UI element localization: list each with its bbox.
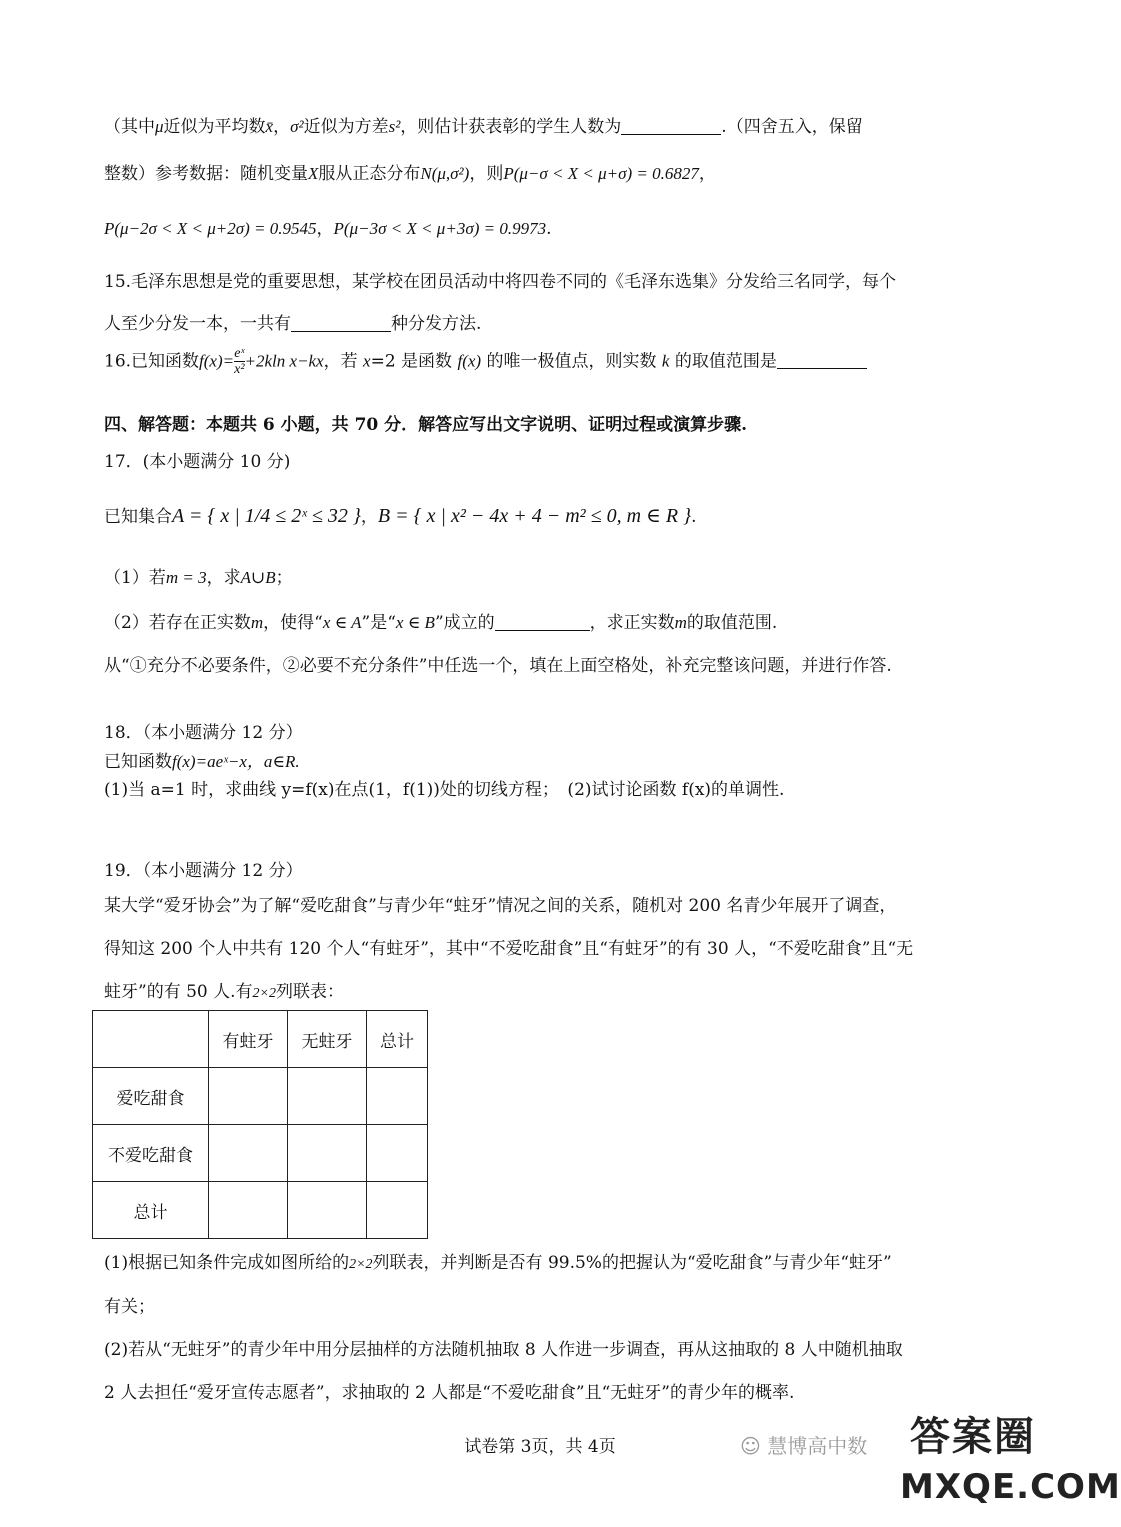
table-cell [288, 1182, 367, 1239]
answer-blank [291, 313, 391, 332]
text-line [104, 218, 980, 240]
text: 的唯一极值点，则实数 [481, 351, 662, 372]
question-19-line3 [104, 981, 980, 1003]
watermark [740, 1430, 867, 1459]
question-16 [104, 346, 980, 378]
question-19-part2 [104, 1339, 980, 1361]
logo-text-top: 答案圈 [910, 1414, 1036, 1460]
math: A = { x | 1/4 ≤ 2ˣ ≤ 32 } [172, 505, 361, 527]
text: 17．(本小题满分 10 分) [104, 452, 291, 472]
table-row [93, 1125, 428, 1182]
text: 列联表： [276, 982, 344, 1002]
table-cell [209, 1182, 288, 1239]
table-row [93, 1068, 428, 1125]
text: ， [360, 507, 378, 527]
question-17-note [104, 655, 980, 677]
text: ”是“ [361, 613, 396, 633]
math: N(μ,σ²) [420, 164, 470, 183]
text: 16.已知函数 [104, 351, 200, 372]
text: 得知这 200 个人中共有 120 个人“有蛀牙”，其中“不爱吃甜食”且“有蛀牙”的有 30 人，“不爱吃甜食”且“无 [104, 939, 914, 959]
question-19-line1 [104, 895, 980, 917]
math: P(μ−2σ < X < μ+2σ) = 0.9545 [104, 219, 317, 238]
text: (1)当 a=1 时，求曲线 y=f(x)在点(1，f(1))处的切线方程； (2)试讨论函数 f(x)的单调性. [104, 780, 785, 800]
math: m [250, 613, 264, 632]
row-label: 爱吃甜食 [93, 1068, 209, 1125]
table-header-cell: 总计 [367, 1011, 428, 1068]
math: +2kln x−kx [244, 351, 324, 371]
text: 列联表，并判断是否有 99.5%的把握认为“爱吃甜食”与青少年“蛀牙” [372, 1253, 892, 1273]
math: A∪B [240, 568, 276, 587]
page-footer: 试卷第 3页，共 4页 [464, 1437, 616, 1457]
text-line [104, 116, 980, 138]
math: f(x)=aeˣ−x，a∈R. [172, 752, 300, 771]
text: 近似为平均数 [163, 117, 266, 137]
text: 有关； [104, 1297, 155, 1317]
table-cell [288, 1068, 367, 1125]
math: m [674, 613, 687, 632]
math: x ∈ B [395, 613, 435, 632]
math: x [363, 351, 371, 371]
question-19-part1-cont [104, 1296, 980, 1318]
table-cell [209, 1068, 288, 1125]
question-19-part1 [104, 1252, 980, 1274]
text: . [691, 507, 697, 527]
table-header-row [93, 1011, 428, 1068]
math: s² [388, 117, 401, 136]
logo-text-bottom: MXQE.COM [900, 1467, 1121, 1507]
question-19-title [104, 860, 980, 882]
text: 2 人去担任“爱牙宣传志愿者”，求抽取的 2 人都是“不爱吃甜食”且“无蛀牙”的青少年的概率. [104, 1383, 795, 1403]
text: ， [316, 219, 334, 239]
table-header-cell: 无蛀牙 [288, 1011, 367, 1068]
text: 已知集合 [104, 507, 172, 527]
math: 2×2 [349, 1257, 373, 1272]
math: P(μ−σ < X < μ+σ) = 0.6827 [503, 164, 699, 183]
table-header-cell [93, 1011, 209, 1068]
text: .（四舍五入，保留 [721, 117, 863, 137]
math: B = { x | x² − 4x + 4 − m² ≤ 0, m ∈ R } [377, 505, 692, 527]
question-19-part2-cont [104, 1382, 980, 1404]
text: ； [275, 568, 293, 588]
text: 19．（本小题满分 12 分） [104, 861, 303, 881]
math: μ [155, 117, 164, 136]
table-header-cell: 有蛀牙 [209, 1011, 288, 1068]
math: X [308, 164, 319, 183]
table-row [93, 1182, 428, 1239]
text: 蛀牙”的有 50 人.有 [104, 982, 253, 1002]
question-17-sets [104, 503, 980, 529]
text: 整数）参考数据：随机变量 [104, 164, 308, 184]
math: k [661, 351, 670, 371]
math: σ² [290, 117, 304, 136]
question-17-title [104, 451, 980, 473]
denominator: x² [234, 362, 245, 378]
question-18-function [104, 751, 980, 773]
text: 从“①充分不必要条件，②必要不充分条件”中任选一个，填在上面空格处，补充完整该问题，并进行作答. [104, 656, 892, 676]
fraction [234, 346, 244, 378]
table-cell [288, 1125, 367, 1182]
text: 四、解答题：本题共 6 小题，共 70 分．解答应写出文字说明、证明过程或演算步骤. [104, 415, 748, 435]
math: f(x)= [199, 351, 235, 371]
text: ”成立的 [434, 613, 495, 633]
text: 的取值范围是 [669, 351, 777, 372]
text: 种分发方法. [391, 314, 482, 334]
section-heading [104, 414, 980, 436]
math: x ∈ A [322, 613, 362, 632]
row-label: 不爱吃甜食 [93, 1125, 209, 1182]
answer-blank [777, 350, 867, 369]
text: 服从正态分布 [318, 164, 421, 184]
math: f(x) [457, 351, 482, 371]
answer-blank [621, 116, 721, 135]
text: =2 是函数 [370, 351, 458, 372]
table-cell [367, 1125, 428, 1182]
site-logo [900, 1405, 1121, 1515]
math: 2×2 [252, 986, 276, 1001]
text: 近似为方差 [303, 117, 389, 137]
text: （1）若 [104, 568, 166, 588]
math: x̄ [265, 117, 274, 136]
text: . [546, 219, 552, 239]
text: ， [698, 164, 716, 184]
text: 人至少分发一本，一共有 [104, 314, 291, 334]
table-cell [367, 1068, 428, 1125]
contingency-table [92, 1010, 428, 1239]
text: ，使得“ [263, 613, 323, 633]
text: ，则 [469, 164, 504, 184]
text: (2)若从“无蛀牙”的青少年中用分层抽样的方法随机抽取 8 人作进一步调查，再从这抽取的 8 人中随机抽取 [104, 1340, 903, 1360]
text: ，若 [323, 351, 364, 372]
text: 18．（本小题满分 12 分） [104, 723, 303, 743]
text: （其中 [104, 117, 155, 137]
question-15-line1 [104, 271, 980, 293]
text: ， [273, 117, 291, 137]
text: (1)根据已知条件完成如图所给的 [104, 1253, 350, 1273]
table-cell [367, 1182, 428, 1239]
math: m = 3 [165, 568, 207, 587]
question-17-part1 [104, 567, 980, 589]
question-18-parts [104, 779, 980, 801]
wechat-icon: ☺ [740, 1434, 761, 1458]
answer-blank [495, 612, 590, 631]
text: 已知函数 [104, 752, 172, 772]
question-17-part2 [104, 612, 980, 634]
text: ，求正实数 [589, 613, 675, 633]
text: ，则估计获表彰的学生人数为 [400, 117, 622, 137]
text: 的取值范围. [686, 613, 778, 633]
text: 某大学“爱牙协会”为了解“爱吃甜食”与青少年“蛀牙”情况之间的关系，随机对 200 名青少年展开了调查， [104, 896, 897, 916]
math: P(μ−3σ < X < μ+3σ) = 0.9973 [333, 219, 547, 238]
watermark-text: 慧博高中数 [767, 1434, 868, 1458]
question-15-line2 [104, 313, 980, 335]
text-line [104, 163, 980, 185]
question-18-title [104, 722, 980, 744]
table-cell [209, 1125, 288, 1182]
question-19-line2 [104, 938, 980, 960]
text: 15.毛泽东思想是党的重要思想，某学校在团员活动中将四卷不同的《毛泽东选集》分发给三名同学，每个 [104, 272, 897, 292]
row-label: 总计 [93, 1182, 209, 1239]
text: ，求 [206, 568, 241, 588]
text: （2）若存在正实数 [104, 613, 251, 633]
numerator: eˣ [234, 346, 245, 361]
